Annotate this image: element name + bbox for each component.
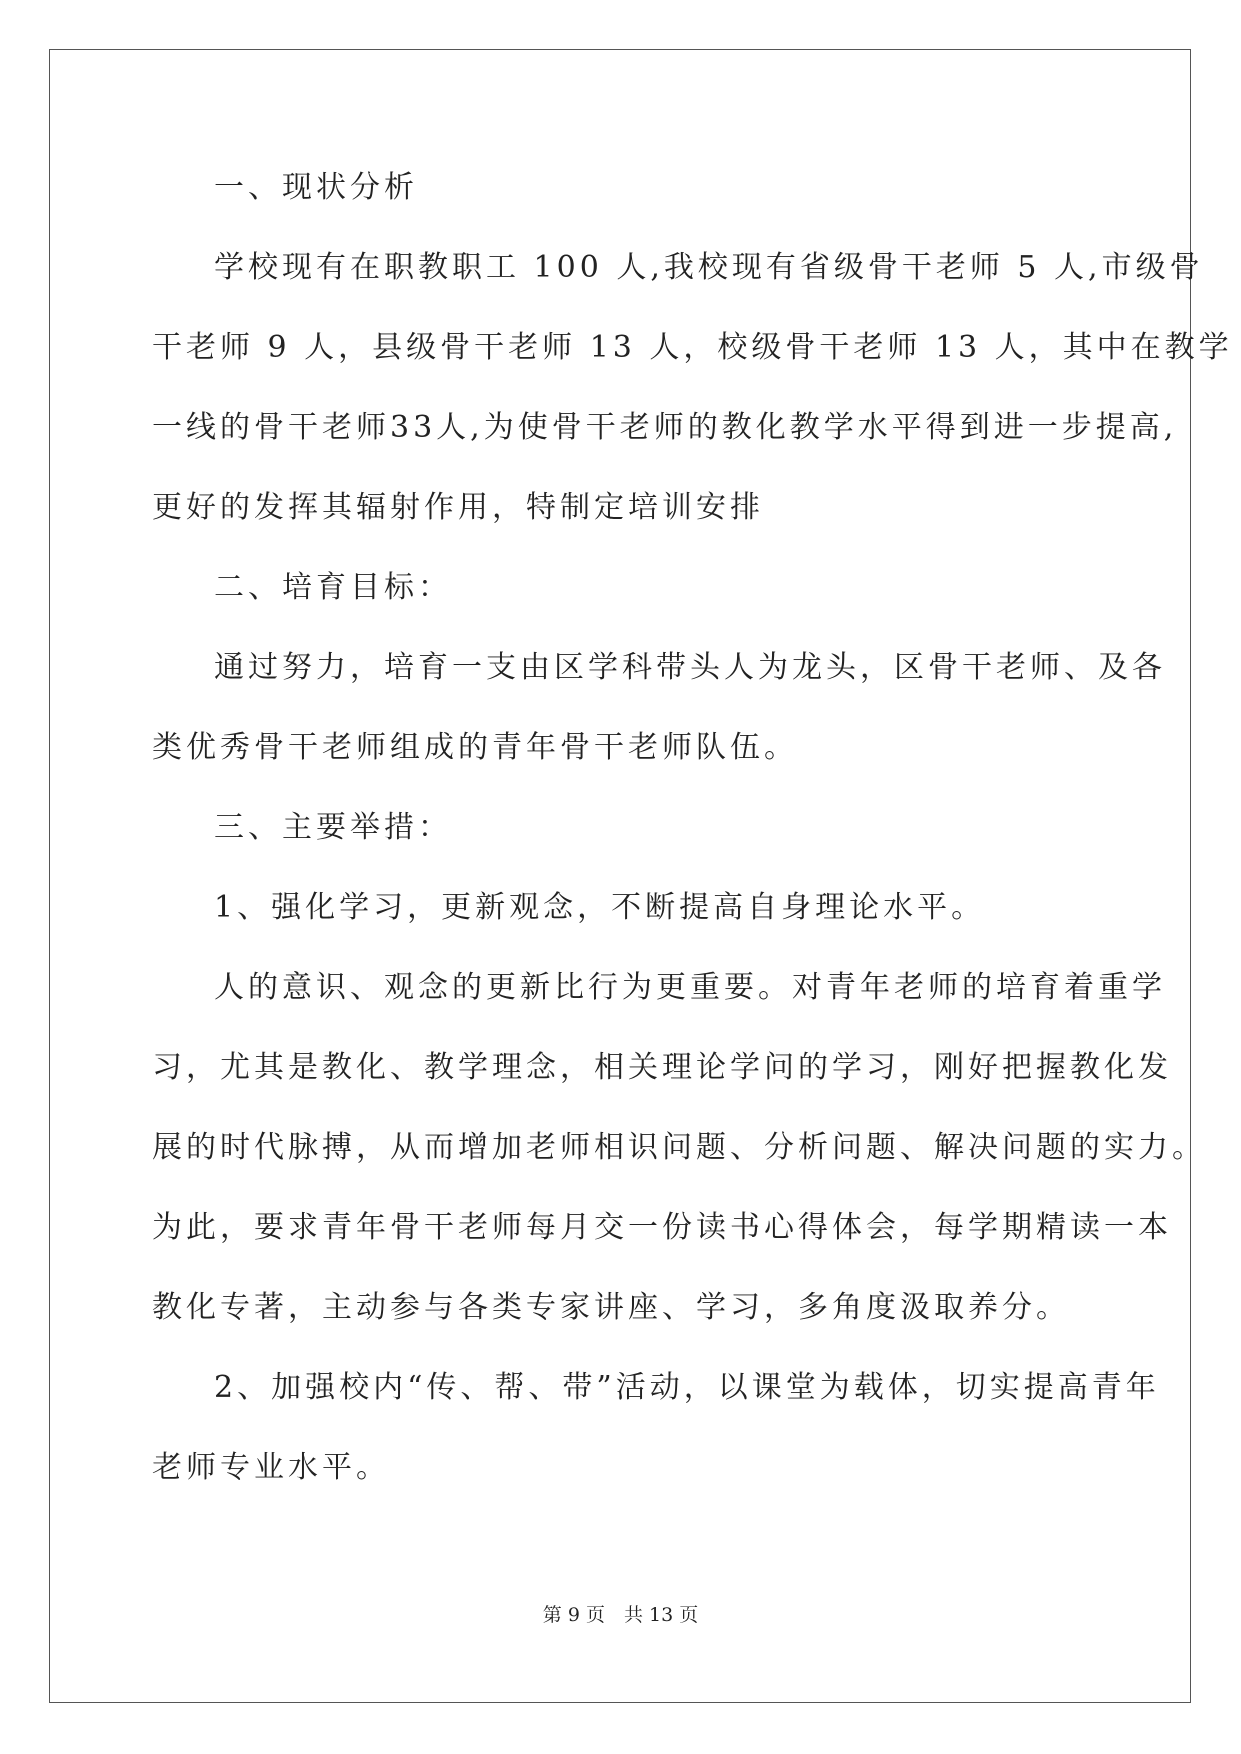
section-heading-status: 一、现状分析 [214,170,418,205]
paragraph-line: 为此，要求青年骨干老师每月交一份读书心得体会，每学期精读一本 [152,1210,1172,1245]
paragraph-line: 人的意识、观念的更新比行为更重要。对青年老师的培育着重学 [214,970,1166,1005]
document-body [152,160,1233,1520]
paragraph-line: 教化专著，主动参与各类专家讲座、学习，多角度汲取养分。 [152,1290,1070,1325]
paragraph-line: 一线的骨干老师33人,为使骨干老师的教化教学水平得到进一步提高, [152,410,1178,445]
paragraph-line: 通过努力，培育一支由区学科带头人为龙头，区骨干老师、及各 [214,650,1166,685]
paragraph-line: 习，尤其是教化、教学理念，相关理论学问的学习，刚好把握教化发 [152,1050,1172,1085]
paragraph-line: 类优秀骨干老师组成的青年骨干老师队伍。 [152,730,798,765]
page-number-footer: 第 9 页 共 13 页 [542,1604,699,1626]
subheading-line: 2、加强校内“传、帮、带”活动，以课堂为载体，切实提高青年 [214,1370,1160,1405]
section-heading-measures: 三、主要举措： [214,810,452,845]
paragraph-line: 更好的发挥其辐射作用，特制定培训安排 [152,490,764,525]
paragraph-line: 干老师 9 人，县级骨干老师 13 人，校级骨干老师 13 人，其中在教学 [152,330,1233,365]
paragraph-line: 展的时代脉搏，从而增加老师相识问题、分析问题、解决问题的实力。 [152,1130,1206,1165]
subheading-line: 1、强化学习，更新观念，不断提高自身理论水平。 [214,890,986,925]
paragraph-line: 学校现有在职教职工 100 人,我校现有省级骨干老师 5 人,市级骨 [214,250,1204,285]
paragraph-line: 老师专业水平。 [152,1450,390,1485]
section-heading-goals: 二、培育目标： [214,570,452,605]
